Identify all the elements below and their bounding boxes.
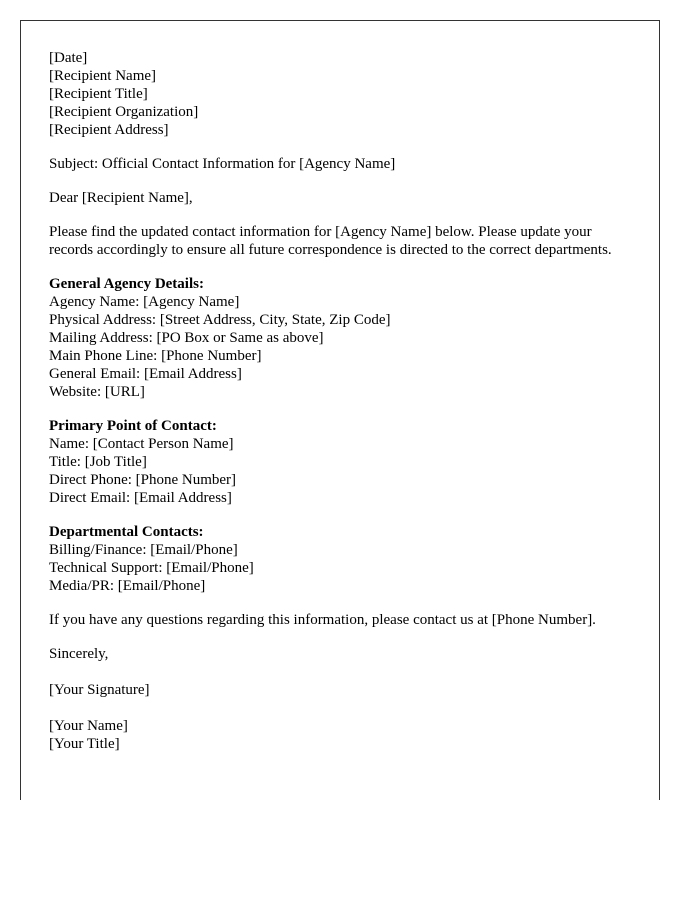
letter-page: [20, 20, 660, 800]
primary-contact-line: Name: [Contact Person Name]: [49, 436, 234, 452]
closing-line: Sincerely,: [49, 646, 109, 662]
intro-paragraph: Please find the updated contact information for [Agency Name] below. Please update your records accordingly to ensure all future correspondence is directed to the correct departments.: [49, 224, 612, 258]
date-line: [Date]: [49, 50, 88, 66]
general-details-heading: General Agency Details:: [49, 276, 204, 292]
general-details-line: Main Phone Line: [Phone Number]: [49, 348, 262, 364]
departmental-contact-line: Media/PR: [Email/Phone]: [49, 578, 206, 594]
closing-note-block: [49, 611, 639, 629]
general-details-line: Website: [URL]: [49, 384, 145, 400]
primary-contact-line: Direct Phone: [Phone Number]: [49, 472, 237, 488]
recipient-title-line: [Recipient Title]: [49, 86, 148, 102]
closing-block: [49, 645, 639, 663]
intro-block: [49, 223, 639, 259]
primary-contact-line: Title: [Job Title]: [49, 454, 147, 470]
primary-contact-heading: Primary Point of Contact:: [49, 418, 217, 434]
departmental-contacts-section: [49, 523, 639, 595]
signature-line: [Your Signature]: [49, 682, 150, 698]
subject-block: [49, 155, 639, 173]
general-details-section: [49, 275, 639, 401]
closing-note-line: If you have any questions regarding this information, please contact us at [Phone Number].: [49, 612, 596, 628]
letter-body: [49, 49, 639, 769]
general-details-line: Physical Address: [Street Address, City, State, Zip Code]: [49, 312, 391, 328]
general-details-line: Mailing Address: [PO Box or Same as above]: [49, 330, 324, 346]
general-details-line: Agency Name: [Agency Name]: [49, 294, 240, 310]
primary-contact-line: Direct Email: [Email Address]: [49, 490, 232, 506]
recipient-address-line: [Recipient Address]: [49, 122, 169, 138]
general-details-line: General Email: [Email Address]: [49, 366, 242, 382]
signature-block: [49, 681, 639, 699]
primary-contact-section: [49, 417, 639, 507]
recipient-name-line: [Recipient Name]: [49, 68, 157, 84]
departmental-contacts-heading: Departmental Contacts:: [49, 524, 204, 540]
salutation-block: [49, 189, 639, 207]
departmental-contact-line: Billing/Finance: [Email/Phone]: [49, 542, 238, 558]
sender-name-line: [Your Name]: [49, 718, 128, 734]
departmental-contact-line: Technical Support: [Email/Phone]: [49, 560, 254, 576]
recipient-block: [49, 49, 639, 139]
salutation-line: Dear [Recipient Name],: [49, 190, 193, 206]
subject-line: Subject: Official Contact Information for [Agency Name]: [49, 156, 396, 172]
sender-title-line: [Your Title]: [49, 736, 120, 752]
sender-block: [49, 717, 639, 753]
recipient-organization-line: [Recipient Organization]: [49, 104, 199, 120]
